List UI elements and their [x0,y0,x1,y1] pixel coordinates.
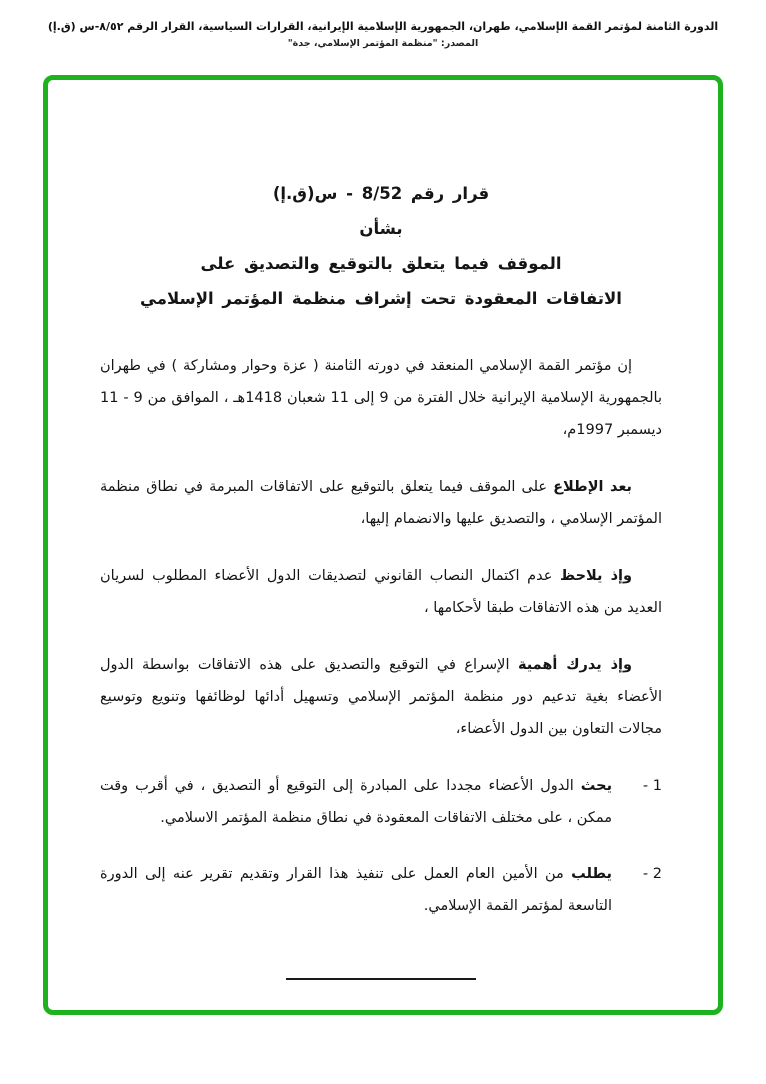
resolution-number-line: قرار رقم 8/52 - س(ق.إ) [272,184,490,203]
paragraph-lead: وإذ يلاحظ [560,568,633,584]
paragraph-recognizing [100,649,662,745]
paragraph-text: على الموقف فيما يتعلق بالتوقيع على الاتفاقات المبرمة في نطاق منظمة المؤتمر الإسلامي ، والتصديق عليها والانضمام إليها، [100,479,662,527]
item-text-block [100,770,612,834]
document-frame [43,75,723,1015]
resolution-subject-line-2: الاتفاقات المعقودة تحت إشراف منظمة المؤتمر الإسلامي [140,289,622,308]
header-citation-line: الدورة الثامنة لمؤتمر القمة الإسلامي، طهران، الجمهورية الإسلامية الإيرانية، القرارات السياسية، القرار الرقم ٨/٥٢-س (ق.إ) [47,20,719,33]
paragraph-text: عدم اكتمال النصاب القانوني لتصديقات الدول الأعضاء المطلوب لسريان العديد من هذه الاتفاقات طبقا لأحكامها ، [100,568,662,616]
preamble-paragraph [100,350,662,446]
resolution-subject-line-1: الموقف فيما يتعلق بالتوقيع والتصديق على [200,254,562,273]
footer-divider-line [286,978,476,980]
item-text-block [100,858,612,922]
paragraph-lead: بعد الإطلاع [553,479,632,495]
header-source-line: المصدر: "منظمة المؤتمر الإسلامي، جدة" [287,38,479,49]
list-item-1 [100,770,662,834]
document-header [0,0,766,49]
list-item-2 [100,858,662,922]
item-text: الدول الأعضاء مجددا على المبادرة إلى التوقيع أو التصديق ، في أقرب وقت ممكن ، على مختلف الاتفاقات المعقودة في نطاق منظمة المؤتمر الاسلامي. [100,778,612,826]
paragraph-noting [100,560,662,624]
item-text: من الأمين العام العمل على تنفيذ هذا القرار وتقديم تقرير عنه إلى الدورة التاسعة لمؤتمر القمة الإسلامي. [100,866,612,914]
item-lead: يحث [580,778,613,794]
resolution-regarding-word: بشأن [359,219,403,238]
paragraph-lead: وإذ يدرك أهمية [517,657,633,673]
paragraph-text: الإسراع في التوقيع والتصديق على هذه الاتفاقات بواسطة الدول الأعضاء بغية تدعيم دور منظمة المؤتمر الإسلامي وتسهيل أدائها لوظائفها وتنويع وتوسيع مجالات التعاون بين الدول الأعضاء، [100,657,662,737]
resolution-title-block [100,176,662,316]
item-lead: يطلب [571,866,612,882]
paragraph-text: إن مؤتمر القمة الإسلامي المنعقد في دورته الثامنة ( عزة وحوار ومشاركة ) في طهران بالجمهورية الإسلامية الإيرانية خلال الفترة من 9 إلى 11 شعبان 1418هـ ، الموافق من 9 - 11 ديسمبر 1997م، [100,358,662,438]
item-number: 1 - [642,778,662,794]
paragraph-having-reviewed [100,471,662,535]
item-number: 2 - [642,866,662,882]
